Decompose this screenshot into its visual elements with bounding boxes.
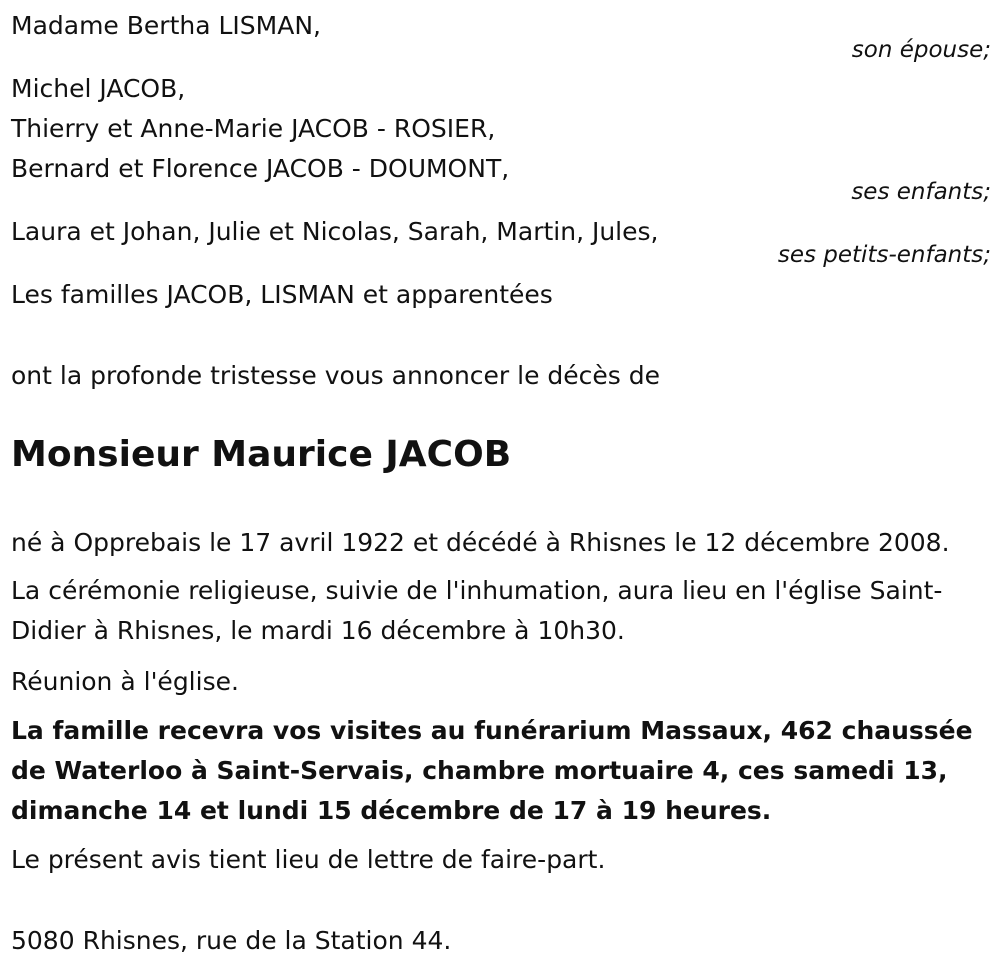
spouse-role: son épouse; [851, 37, 991, 63]
announcement-intro: ont la profonde tristesse vous annoncer le décès de [11, 361, 661, 390]
child-3: Bernard et Florence JACOB - DOUMONT, [11, 154, 510, 183]
extended-families: Les familles JACOB, LISMAN et apparentées [11, 280, 553, 309]
children-role: ses enfants; [851, 179, 991, 205]
notice-statement: Le présent avis tient lieu de lettre de faire-part. [11, 845, 606, 874]
spouse-name: Madame Bertha LISMAN, [11, 11, 321, 40]
child-2: Thierry et Anne-Marie JACOB - ROSIER, [11, 114, 496, 143]
visits-info: La famille recevra vos visites au funérarium Massaux, 462 chaussée de Waterloo à Saint-Servais, chambre mortuaire 4, ces samedi 13, dimanche 14 et lundi 15 décembre de 17 à 19 heures. [11, 716, 973, 825]
birth-death-info: né à Opprebais le 17 avril 1922 et décédé à Rhisnes le 12 décembre 2008. [11, 528, 950, 557]
child-1: Michel JACOB, [11, 74, 186, 103]
family-address: 5080 Rhisnes, rue de la Station 44. [11, 926, 452, 955]
meeting-info: Réunion à l'église. [11, 667, 239, 696]
grandchildren-names: Laura et Johan, Julie et Nicolas, Sarah, Martin, Jules, [11, 217, 659, 246]
grandchildren-role: ses petits-enfants; [777, 242, 991, 268]
deceased-name: Monsieur Maurice JACOB [11, 434, 512, 475]
ceremony-info: La cérémonie religieuse, suivie de l'inhumation, aura lieu en l'église Saint-Didier à Rhisnes, le mardi 16 décembre à 10h30. [11, 576, 943, 645]
